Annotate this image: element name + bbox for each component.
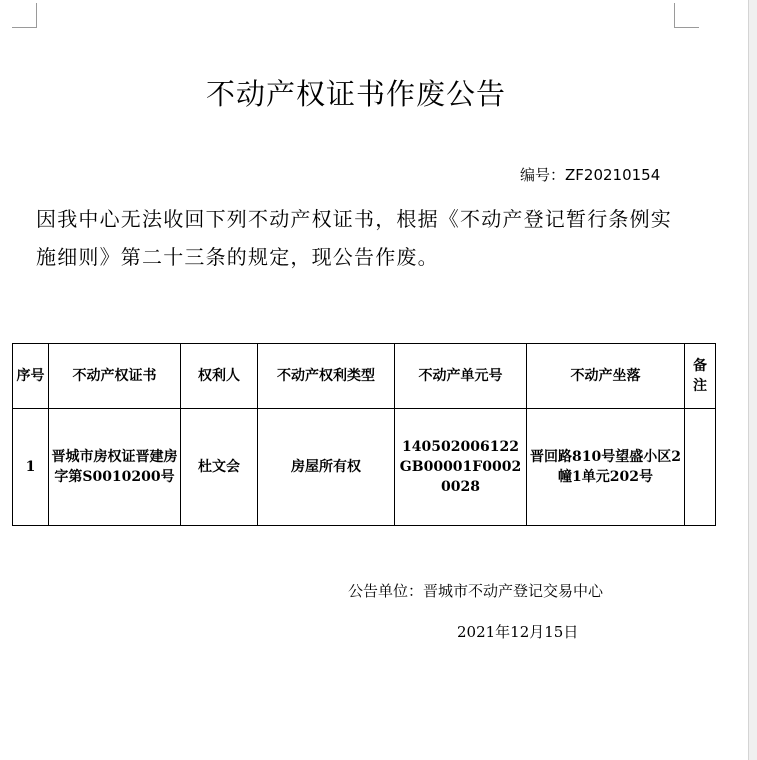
page-corner-mark-top-right: [674, 3, 699, 28]
document-number: 编号：ZF20210154: [520, 166, 661, 184]
header-certificate: 不动产权证书: [49, 344, 181, 409]
issuer: 公告单位：晋城市不动产登记交易中心: [348, 582, 604, 600]
cell-unit-no: 140502006122GB00001F00020028: [395, 409, 527, 526]
cell-right-type: 房屋所有权: [258, 409, 395, 526]
table-row: [13, 409, 716, 526]
table-header-row: [13, 344, 716, 409]
certificate-table: [12, 343, 716, 526]
page-corner-mark-top-left: [12, 3, 37, 28]
cell-remark: [685, 409, 716, 526]
cell-certificate: 晋城市房权证晋建房字第S0010200号: [49, 409, 181, 526]
announcement-paragraph: 因我中心无法收回下列不动产权证书，根据《不动产登记暂行条例实施细则》第二十三条的规定，现公告作废。: [36, 207, 672, 269]
header-no: 序号: [13, 344, 49, 409]
header-location: 不动产坐落: [527, 344, 685, 409]
page-right-edge: [748, 0, 757, 760]
cell-location: 晋回路810号望盛小区2幢1单元202号: [527, 409, 685, 526]
document-title: 不动产权证书作废公告: [205, 77, 506, 111]
cell-no: 1: [13, 409, 49, 526]
header-right-type: 不动产权利类型: [258, 344, 395, 409]
header-owner: 权利人: [181, 344, 258, 409]
cell-owner: 杜文会: [181, 409, 258, 526]
header-unit-no: 不动产单元号: [395, 344, 527, 409]
issue-date: 2021年12月15日: [457, 623, 579, 641]
header-remark: 备注: [685, 344, 716, 409]
